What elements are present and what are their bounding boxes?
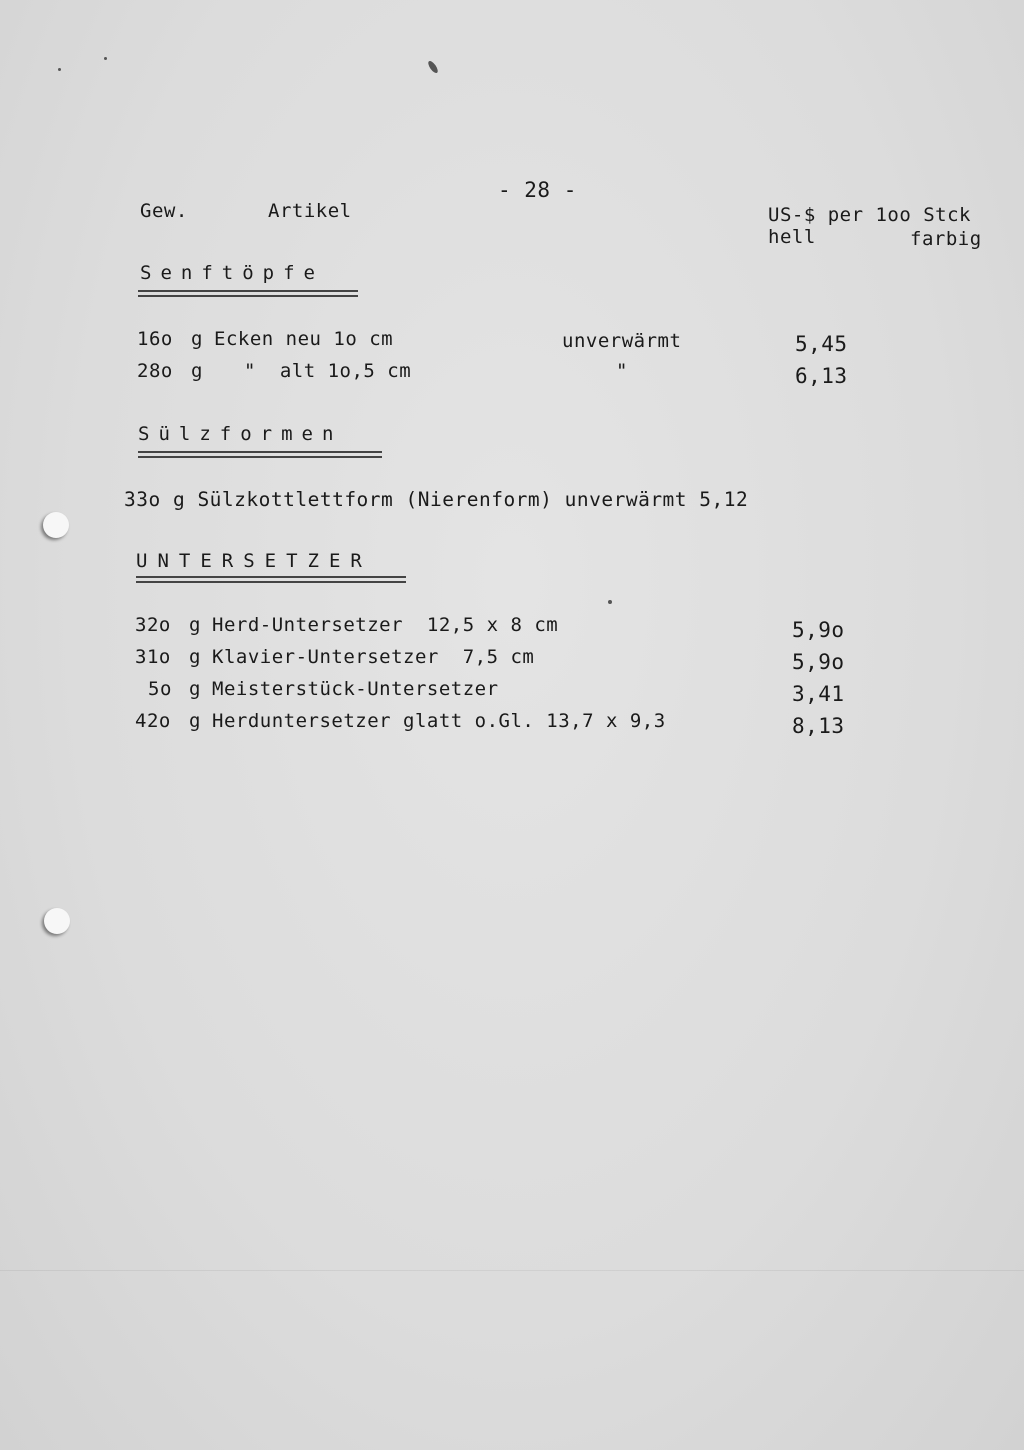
item-unit: g <box>191 328 203 350</box>
speck <box>427 60 440 75</box>
page-number: - 28 - <box>498 178 577 202</box>
item-price: 5,45 <box>795 332 848 356</box>
punch-hole-top <box>43 512 69 538</box>
column-header-light: hell <box>768 226 816 248</box>
column-header-price: US-$ per 1oo Stck <box>768 204 971 226</box>
speck <box>104 57 107 60</box>
item-unit: g <box>189 710 201 732</box>
item-unit: g <box>189 646 201 668</box>
section-heading-senftoepfe: Senftöpfe <box>140 262 324 284</box>
column-header-weight: Gew. <box>140 200 188 222</box>
paper-fold <box>0 1270 1024 1271</box>
item-article: Klavier-Untersetzer 7,5 cm <box>212 646 535 668</box>
item-note: " <box>616 360 628 382</box>
item-article: Meisterstück-Untersetzer <box>212 678 499 700</box>
item-line: 33o g Sülzkottlettform (Nierenform) unverwärmt 5,12 <box>124 488 749 511</box>
item-article: Ecken neu 1o cm <box>214 328 394 350</box>
heading-underline <box>138 451 382 458</box>
speck <box>608 600 612 604</box>
item-article: " alt 1o,5 cm <box>244 360 412 382</box>
item-price: 3,41 <box>792 682 845 706</box>
column-header-article: Artikel <box>268 200 352 222</box>
section-heading-untersetzer: UNTERSETZER <box>136 550 372 572</box>
item-weight: 16o <box>137 328 173 350</box>
section-heading-suelzformen: Sülzformen <box>138 423 343 445</box>
speck <box>58 68 61 71</box>
item-weight: 5o <box>148 678 172 700</box>
item-unit: g <box>189 678 201 700</box>
item-article: Herduntersetzer glatt o.Gl. 13,7 x 9,3 <box>212 710 666 732</box>
item-unit: g <box>189 614 201 636</box>
item-price: 5,9o <box>792 650 845 674</box>
item-price: 8,13 <box>792 714 845 738</box>
heading-underline <box>138 290 358 297</box>
item-weight: 42o <box>135 710 171 732</box>
item-price: 5,9o <box>792 618 845 642</box>
item-weight: 31o <box>135 646 171 668</box>
column-header-colored: farbig <box>910 228 982 250</box>
item-weight: 28o <box>137 360 173 382</box>
item-weight: 32o <box>135 614 171 636</box>
item-note: unverwärmt <box>562 330 682 352</box>
item-unit: g <box>191 360 203 382</box>
heading-underline <box>136 576 406 583</box>
punch-hole-bottom <box>44 908 70 934</box>
item-article: Herd-Untersetzer 12,5 x 8 cm <box>212 614 559 636</box>
item-price: 6,13 <box>795 364 848 388</box>
